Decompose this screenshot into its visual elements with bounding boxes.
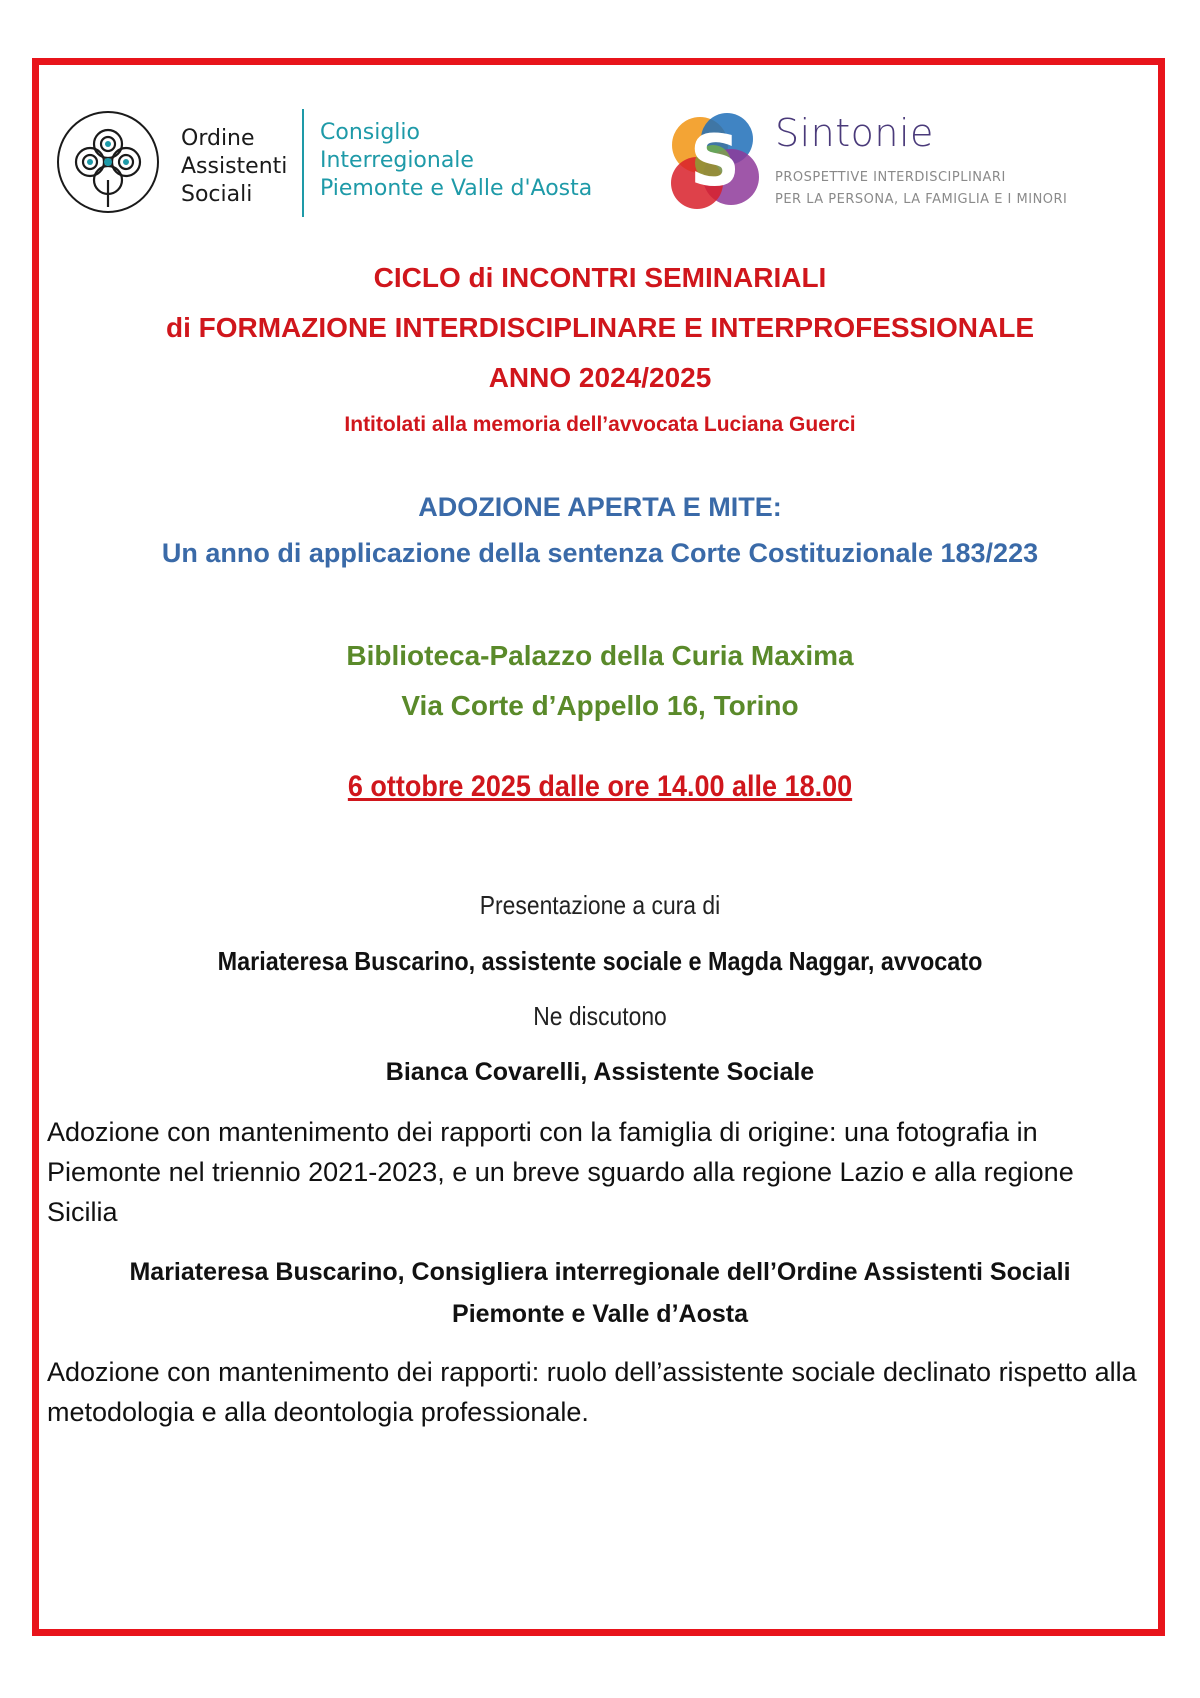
- speaker-1-name: Bianca Covarelli, Assistente Sociale: [385, 1058, 815, 1086]
- topic-title: ADOZIONE APERTA E MITE:: [418, 492, 782, 522]
- title-line-2: di FORMAZIONE INTERDISCIPLINARE E INTERPROFESSIONALE: [165, 312, 1035, 343]
- presenters: Mariateresa Buscarino, assistente sociale e Magda Naggar, avvocato: [217, 946, 983, 976]
- speaker-2-topic: Adozione con mantenimento dei rapporti: ruolo dell’assistente sociale declinato rispetto alla metodologia e alla deontologia professionale.: [47, 1357, 1137, 1427]
- title-line-1: CICLO di INCONTRI SEMINARIALI: [373, 262, 827, 293]
- venue-name: Biblioteca-Palazzo della Curia Maxima: [346, 640, 854, 671]
- oas-logo-icon: [55, 109, 161, 215]
- consiglio-line: Consiglio: [320, 120, 420, 145]
- sintonie-logo-icon: [665, 105, 765, 220]
- sintonie-sub-line: PER LA PERSONA, LA FAMIGLIA E I MINORI: [775, 192, 1068, 207]
- header: [55, 105, 1075, 220]
- venue-address: Via Corte d’Appello 16, Torino: [401, 690, 799, 721]
- consiglio-line: Piemonte e Valle d'Aosta: [320, 176, 593, 201]
- discussion-label: Ne discutono: [533, 1001, 667, 1031]
- oas-name-line: Assistenti: [181, 154, 288, 179]
- speaker-2-name: Mariateresa Buscarino, Consigliera interregionale dell’Ordine Assistenti Sociali: [129, 1258, 1071, 1286]
- sintonie-subtitle: [775, 167, 1067, 211]
- presentation-label: Presentazione a cura di: [479, 890, 721, 920]
- event-date: 6 ottobre 2025 dalle ore 14.00 alle 18.00: [347, 770, 853, 803]
- consiglio-line: Interregionale: [320, 148, 474, 173]
- oas-name-line: Ordine: [181, 126, 255, 151]
- sintonie-letter: S: [689, 120, 741, 202]
- oas-name-line: Sociali: [181, 182, 253, 207]
- title-line-3: ANNO 2024/2025: [488, 362, 712, 393]
- sintonie-title: Sintonie: [775, 111, 934, 155]
- header-divider: [302, 109, 304, 217]
- dedication: Intitolati alla memoria dell’avvocata Luciana Guerci: [344, 413, 856, 436]
- topic-subtitle: Un anno di applicazione della sentenza Corte Costituzionale 183/223: [161, 538, 1039, 568]
- speaker-1-topic: Adozione con mantenimento dei rapporti con la famiglia di origine: una fotografia in Piemonte nel triennio 2021-2023, e un breve sguardo alla regione Lazio e alla regione Sicilia: [47, 1117, 1074, 1227]
- oas-name: [181, 125, 287, 209]
- speaker-2-affiliation: Piemonte e Valle d’Aosta: [452, 1300, 748, 1328]
- sintonie-sub-line: PROSPETTIVE INTERDISCIPLINARI: [775, 170, 1006, 185]
- consiglio-name: [320, 119, 592, 203]
